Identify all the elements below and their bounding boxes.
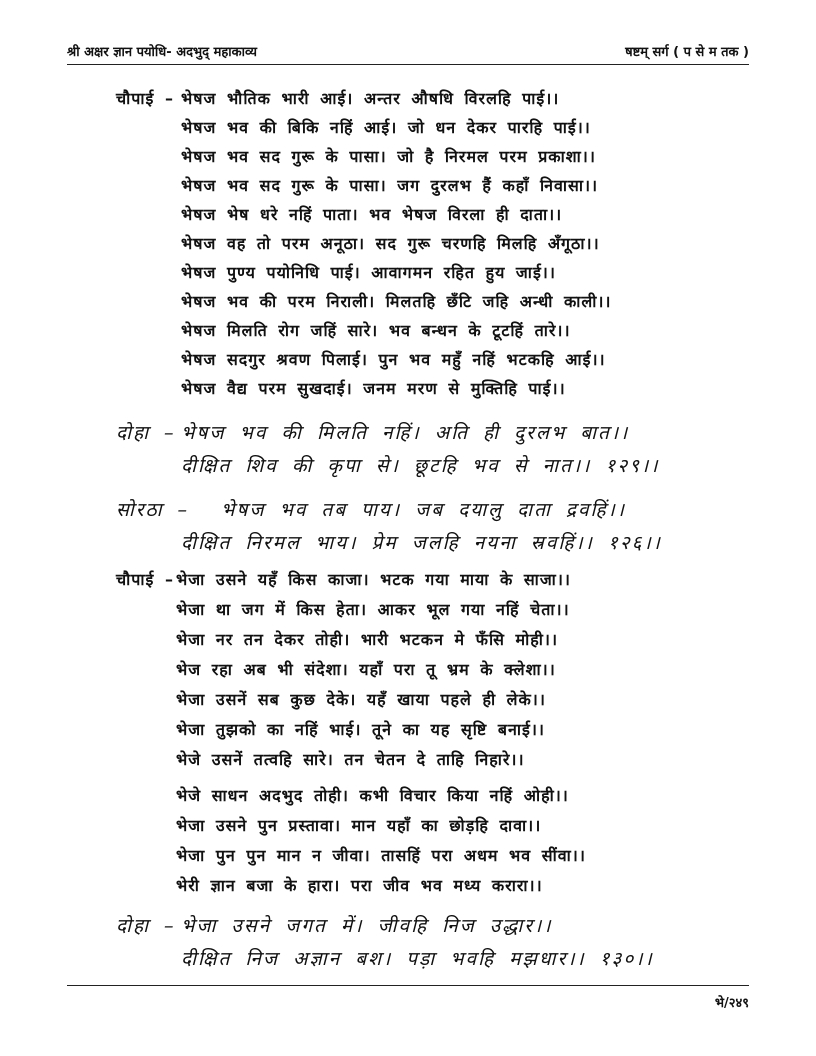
book-title: श्री अक्षर ज्ञान पयोधि- अदभुद् महाकाव्य [67,45,257,60]
verse-line: भेषज भव सद गुरू के पासा। जग दुरलभ हैं कहाँ निवासा।। [181,176,599,195]
chapter-title: षष्टम् सर्ग ( प से म तक ) [625,45,749,60]
verse-line: भेषज भेष धरे नहिं पाता। भव भेषज विरला ही दाता।। [181,205,563,224]
chaupai-label: चौपाई – [116,570,174,589]
verse-line: भेजा उसनें सब कुछ देके। यहँ खाया पहले ही लेके।। [176,690,546,709]
verse-line: भेरी ज्ञान बजा के हारा। परा जीव भव मध्य करारा।। [176,876,543,895]
page-number: भे/२४९ [714,996,749,1011]
verse-line: भेजा उसने यहँ किस काजा। भटक गया माया के साजा।। [176,570,571,589]
doha-line: दीक्षित निज अज्ञान बश। पड़ा भवहि मझधार।। १३०।। [181,948,654,970]
verse-line: भेषज भौतिक भारी आई। अन्तर औषधि विरलहि पाई।। [181,89,560,108]
verse-line: भेषज भव की परम निराली। मिलतहि छँटि जहि अन्धी काली।। [181,292,612,311]
verse-line: भेषज सदगुर श्रवण पिलाई। पुन भव महुँ नहिं भटकहि आई।। [181,350,606,369]
verse-line: भेजा पुन पुन मान न जीवा। तासहिं परा अधम भव सींवा।। [176,846,586,865]
verse-line: भेज रहा अब भी संदेशा। यहाँ परा तू भ्रम के क्लेशा।। [176,660,556,679]
doha-line: भेजा उसने जगत में। जीवहि निज उद्धार।। [181,915,553,937]
doha-line: भेषज भव की मिलति नहिं। अति ही दुरलभ बात।। [181,422,630,444]
verse-line: भेषज भव की बिकि नहिं आई। जो धन देकर पारहि पाई।। [181,118,591,137]
verse-line: भेषज वैद्य परम सुखदाई। जनम मरण से मुक्तिहि पाई।। [181,379,566,398]
page-header [67,40,749,65]
doha-label: दोहा – [116,915,176,937]
soratha-line: भेषज भव तब पाय। जब दयालु दाता द्रवहिं।। [221,499,626,521]
verse-line: भेजा था जग में किस हेता। आकर भूल गया नहिं चेता।। [176,600,570,619]
verse-line: भेजा तुझको का नहिं भाई। तूने का यह सृष्टि बनाई।। [176,720,545,739]
chaupai-label: चौपाई – [116,89,174,108]
verse-line: भेषज मिलति रोग जहिं सारे। भव बन्धन के टूटहिं तारे।। [181,321,571,340]
doha-line: दीक्षित शिव की कृपा से। छूटहि भव से नात।। १२९।। [181,455,660,477]
verse-line: भेषज भव सद गुरू के पासा। जो है निरमल परम प्रकाशा।। [181,147,596,166]
verse-line: भेषज पुण्य पयोनिधि पाई। आवागमन रहित हुय जाई।। [181,263,556,282]
verse-line: भेजे उसनें तत्वहि सारे। तन चेतन दे ताहि निहारे।। [176,750,525,769]
footer-divider [67,985,749,986]
doha-label: दोहा – [116,422,176,444]
verse-line: भेषज वह तो परम अनूठा। सद गुरू चरणहि मिलहि अँगूठा।। [181,234,600,253]
soratha-label: सोरठा – [116,499,190,521]
verse-line: भेजा नर तन देकर तोही। भारी भटकन मे फँसि मोही।। [176,630,559,649]
verse-line: भेजा उसने पुन प्रस्तावा। मान यहाँ का छोड़हि दावा।। [176,816,542,835]
soratha-line: दीक्षित निरमल भाय। प्रेम जलहि नयना स्रवहिं।। १२६।। [181,532,662,554]
verse-line: भेजे साधन अदभुद तोही। कभी विचार किया नहिं ओही।। [176,786,569,805]
